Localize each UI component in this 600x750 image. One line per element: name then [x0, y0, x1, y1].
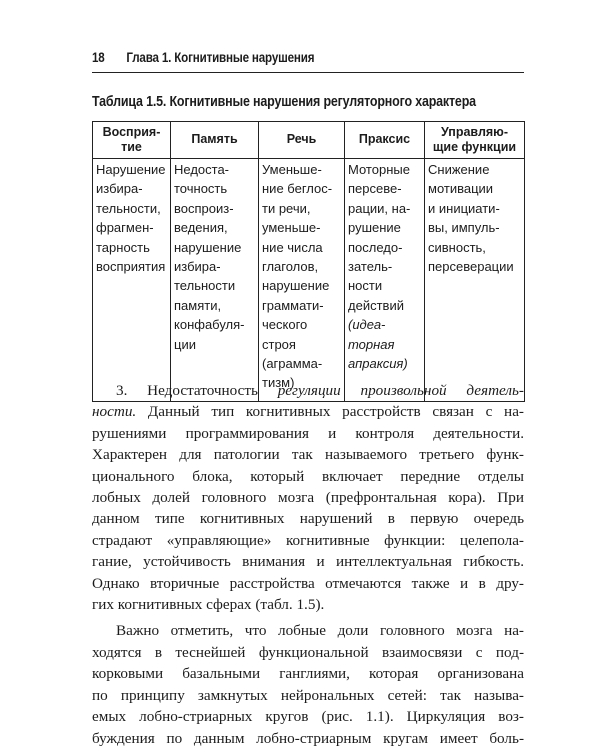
header-speech: Речь: [259, 122, 345, 159]
cell-line: глаголов,: [262, 259, 319, 275]
paragraph-2: [92, 620, 524, 748]
cell-line: ние числа: [262, 239, 323, 255]
text-line: гих когнитивных сферах (табл. 1.5).: [92, 596, 325, 614]
text-line: ности. Данный тип когнитивных расстройств связан с на-: [92, 403, 524, 421]
cell-line: воспроиз-: [174, 200, 234, 216]
cell-memory: [171, 159, 259, 402]
cell-line: ности: [348, 278, 383, 294]
cell-line: Снижение: [428, 162, 490, 177]
text-line: Важно отметить, что лобные доли головного мозга на-: [116, 622, 524, 640]
cell-line: тельности,: [96, 200, 161, 216]
cell-line: Моторные: [348, 162, 410, 177]
cell-line: избира-: [174, 259, 221, 275]
text-line: Однако вторичные расстройства отмечаются также и в дру-: [92, 574, 524, 592]
cell-line: избира-: [96, 181, 143, 197]
header-praxis: Праксис: [345, 122, 425, 159]
cell-line: рации, на-: [348, 200, 411, 216]
cell-line: (аграмма-: [262, 356, 323, 372]
cell-line: граммати-: [262, 297, 324, 313]
paragraph-1: [92, 380, 524, 615]
header-perception: Восприя- тие: [93, 122, 171, 159]
cell-line: уменьше-: [262, 220, 321, 236]
body-text: [92, 380, 524, 749]
cell-line: фрагмен-: [96, 220, 154, 236]
header-rule: [92, 72, 524, 73]
cell-line: вы, импуль-: [428, 220, 500, 236]
cell-line: точность: [174, 181, 228, 197]
cognitive-disorders-table: [92, 121, 525, 402]
table-caption: Таблица 1.5. Когнитивные нарушения регуляторного характера: [92, 94, 476, 110]
cell-line: действий: [348, 297, 404, 313]
cell-praxis: [345, 159, 425, 402]
text-line: лобных долей головного мозга (префронтальная кора). При: [92, 489, 524, 507]
text-line: емых лобно-стриарных кругов (рис. 1.1). Циркуляция воз-: [92, 708, 524, 726]
cell-line: восприятия: [96, 259, 166, 275]
cell-line: апраксия): [348, 356, 408, 372]
cell-line: нарушение: [174, 239, 242, 255]
cell-line: тизм): [262, 375, 295, 391]
cell-line: тельности: [174, 278, 236, 294]
cell-line: сивность,: [428, 239, 486, 255]
running-header: [92, 50, 462, 65]
page-number: 18: [92, 50, 105, 65]
cell-line: ти речи,: [262, 200, 311, 216]
cell-line: персеверации: [428, 259, 514, 275]
table-row: [93, 159, 525, 402]
cell-line: рушение: [348, 220, 401, 236]
text-line: страдают «управляющие» когнитивные функции: целепола-: [92, 531, 524, 549]
text-line: по принципу замкнутых нейрональных сетей: так называ-: [92, 686, 524, 704]
text-line: ходятся в теснейшей функциональной взаимосвязи с под-: [92, 643, 524, 661]
text-line: буждения по данным лобно-стриарным кругам имеет боль-: [92, 729, 524, 747]
cell-line: тарность: [96, 239, 150, 255]
cell-line: строя: [262, 336, 296, 352]
table-container: [92, 121, 525, 402]
text-line: Характерен для патологии так называемого третьего функ-: [92, 446, 524, 464]
text-line: 3. Недостаточность регуляции произвольной деятель-: [116, 382, 524, 399]
text-line: рушениями программирования и контроля деятельности.: [92, 424, 524, 442]
chapter-title: Глава 1. Когнитивные нарушения: [126, 50, 315, 65]
cell-perception: [93, 159, 171, 402]
text-line: данном типе когнитивных нарушений в первую очередь: [92, 510, 524, 528]
cell-line: Недоста-: [174, 162, 230, 177]
text-line: корковыми базальными ганглиями, которая организована: [92, 665, 524, 683]
header-executive-functions: Управляю- щие функции: [425, 122, 525, 159]
cell-line: мотивации: [428, 181, 494, 197]
cell-line: (идеа-: [348, 317, 386, 333]
cell-line: последо-: [348, 239, 403, 255]
cell-line: Уменьше-: [262, 162, 322, 177]
cell-line: Нарушение: [96, 162, 166, 177]
text-line: гание, устойчивость внимания и интеллектуальная гибкость.: [92, 553, 524, 571]
cell-line: и инициати-: [428, 200, 500, 216]
cell-line: ческого: [262, 317, 308, 333]
cell-line: персеве-: [348, 181, 402, 197]
header-memory: Память: [171, 122, 259, 159]
cell-line: памяти,: [174, 297, 222, 313]
cell-speech: [259, 159, 345, 402]
cell-line: торная: [348, 336, 395, 352]
cell-line: нарушение: [262, 278, 330, 294]
cell-line: ции: [174, 336, 196, 352]
table-header-row: [93, 122, 525, 159]
cell-line: затель-: [348, 259, 393, 275]
cell-line: ведения,: [174, 220, 228, 236]
cell-executive-functions: [425, 159, 525, 402]
text-line: ционального блока, который включает передние отделы: [92, 467, 524, 485]
cell-line: конфабуля-: [174, 317, 245, 333]
cell-line: ние беглос-: [262, 181, 333, 197]
